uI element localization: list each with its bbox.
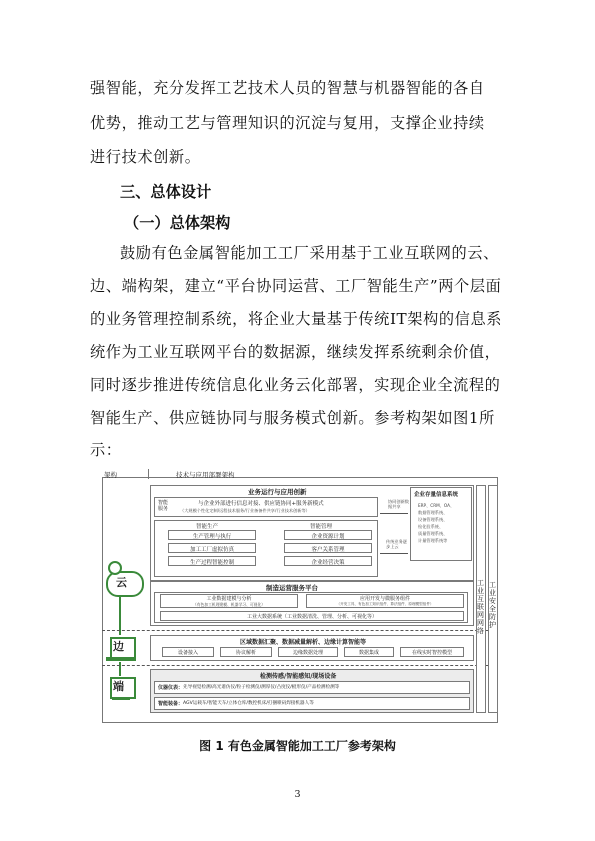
platform-title: 制造运营服务平台 [266, 584, 318, 592]
legacy-item: 设备管理系统、 [418, 517, 448, 522]
legacy-item: 检化验系统、 [418, 524, 444, 529]
connection-node-icon [108, 561, 122, 575]
mgmt-item: 企业经营决策 [284, 556, 372, 566]
end-title: 检测传感/智能感知/现场设备 [260, 673, 337, 680]
legacy-item: 计量管理系统等 [418, 538, 448, 543]
cloud-label: 云 [116, 576, 127, 589]
edge-item: 设备接入 [162, 647, 214, 657]
trad-cloud-text: 传统业务逐步上云 [386, 539, 407, 549]
layer-separator [102, 665, 498, 666]
figure-caption: 图 1 有色金属智能加工工厂参考架构 [199, 739, 396, 753]
paragraph-line: 强智能，充分发挥工艺技术人员的智慧与机器智能的各自 [90, 79, 485, 97]
security-label: 工业安全防护 [489, 581, 496, 629]
legacy-item: ERP、CRM、OA、 [418, 503, 455, 508]
model-sub: （有色加工机理建模、机器学习、可视化） [192, 602, 266, 607]
business-title: 业务运行与应用创新 [248, 488, 307, 496]
architecture-figure [88, 469, 502, 725]
prod-item: 生产管理与执行 [168, 530, 256, 540]
layer-separator [102, 630, 498, 631]
section-heading: 三、总体设计 [120, 183, 212, 201]
instrument-box [154, 681, 470, 694]
model-title: 工业数据建模与分析 [206, 596, 252, 602]
paragraph-line: 鼓励有色金属智能加工工厂采用基于工业互联网的云、 [120, 244, 499, 262]
data-modeling-box [160, 594, 298, 608]
arrow-line [380, 513, 408, 514]
edge-label: 边 [113, 640, 124, 653]
instrument-label: 仪器仪表： [158, 685, 184, 691]
top-header: 技术与应用部署架构 [176, 471, 235, 479]
subsection-heading: （一）总体架构 [124, 214, 231, 232]
smart-mgmt-title: 智能管理 [310, 524, 333, 530]
legacy-item: 质量管理系统、 [418, 531, 448, 536]
app-dev-box [306, 594, 464, 608]
smart-prod-title: 智能生产 [196, 524, 219, 530]
paragraph-line: 同时逐步推进传统信息化业务云化部署，实现企业全流程的 [90, 376, 501, 394]
paragraph-line: 的业务管理控制系统，将企业大量基于传统IT架构的信息系 [90, 310, 503, 328]
paragraph-line: 统作为工业互联网平台的数据源，继续发挥系统剩余价值， [90, 343, 501, 361]
equipment-text: AGV运载车/智能天车/立体仓库/数控机床/打捆喷码焊接机器人等 [183, 701, 314, 706]
bigdata-text: 工业大数据系统（工业数据清洗、管理、分析、可视化等） [246, 614, 377, 620]
link-line [119, 595, 121, 635]
app-sub: （开发工具、有色加工知识组件、算法组件、原理模型组件） [336, 602, 434, 606]
paragraph-line: 边、端构架，建立“平台协同运营、工厂智能生产”两个层面 [90, 277, 502, 295]
edge-base-icon [106, 657, 136, 661]
legacy-item: 数据管理系统、 [418, 510, 448, 515]
smart-service-main: 与企业外部进行信息对接、供应链协同+服务新模式 [198, 501, 324, 507]
mgmt-item: 企业资源计划 [284, 530, 372, 540]
paragraph-line: 示： [90, 441, 122, 459]
paragraph-line: 智能生产、供应链协同与服务模式创新。参考构架如图1所 [90, 409, 495, 427]
industrial-network-label: 工业互联网网络 [477, 579, 484, 635]
edge-item: 边缘数据处理 [278, 647, 338, 657]
end-label: 端 [113, 680, 124, 693]
arrow-line [380, 553, 408, 554]
instrument-text: 先导视觉检测/高光谱仿仪/粒子检测仪/测厚仪/凸度仪/板形仪/产品检测检测等 [183, 685, 340, 690]
edge-item: 在线实时智控模型 [400, 647, 464, 657]
legacy-title: 企业存量信息系统 [414, 492, 459, 498]
paragraph-line: 优势，推动工艺与管理知识的沉淀与复用，支撑企业持续 [90, 114, 485, 132]
equipment-box [154, 697, 470, 710]
smart-service-sub: （大规模个性化定制/远程技术服务/行业备备件共享/行业技术创新等） [180, 508, 310, 513]
smart-service-label: 智能服务 [158, 500, 169, 512]
header-divider [148, 469, 150, 479]
prod-item: 加工工厂虚拟仿真 [168, 543, 256, 553]
bigdata-box [160, 611, 464, 621]
edge-title: 区域数据汇聚、数据减量解析、边缘计算智能等 [240, 639, 367, 646]
prod-item: 生产过程智能控制 [168, 556, 256, 566]
left-header: 架构 [104, 471, 117, 479]
page-number: 3 [294, 789, 301, 800]
paragraph-line: 进行技术创新。 [90, 148, 201, 166]
end-base-icon [112, 697, 130, 700]
app-title: 应用开发与微服务组件 [359, 596, 410, 602]
edge-item: 数据集成 [344, 647, 394, 657]
edge-item: 协议解析 [220, 647, 272, 657]
collab-text: 协同创新数据共享 [388, 499, 409, 509]
equipment-label: 智能装备： [158, 701, 184, 707]
mgmt-item: 客户关系管理 [284, 543, 372, 553]
